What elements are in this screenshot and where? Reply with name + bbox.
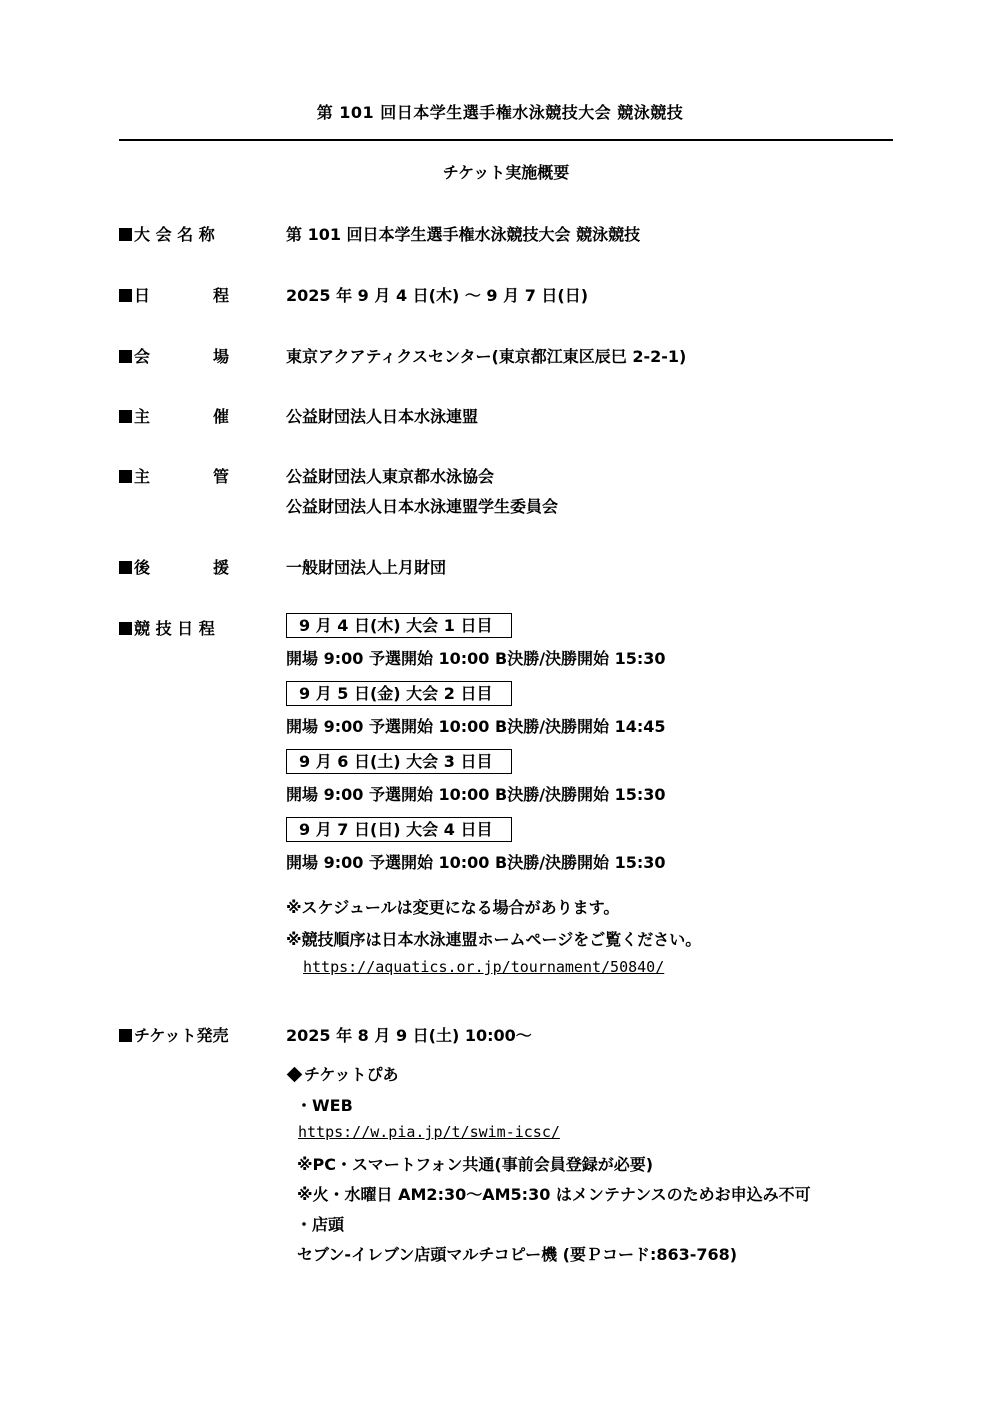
day-2-box: 9 月 5 日(金) 大会 2 日目 xyxy=(286,681,512,706)
ticket-release-date: 2025 年 8 月 9 日(土) 10:00～ xyxy=(286,1026,532,1045)
host-value: 公益財団法人日本水泳連盟 xyxy=(286,407,479,426)
event-name-label: 大 会 名 称 xyxy=(119,222,215,245)
day-3-times: 開場 9:00 予選開始 10:00 B決勝/決勝開始 15:30 xyxy=(286,785,666,804)
venue-value: 東京アクアティクスセンター(東京都江東区辰巳 2-2-1) xyxy=(286,347,687,366)
title-divider xyxy=(119,139,893,141)
schedule-label-end: 程 xyxy=(213,286,230,305)
ticket-pc-note: ※PC・スマートフォン共通(事前会員登録が必要) xyxy=(297,1155,654,1174)
square-bullet-icon xyxy=(119,561,132,574)
host-label-end: 催 xyxy=(213,407,230,426)
ticket-maintenance-note: ※火・水曜日 AM2:30～AM5:30 はメンテナンスのためお申込み不可 xyxy=(297,1185,811,1204)
square-bullet-icon xyxy=(119,410,132,423)
organizer-label: 主 xyxy=(119,464,150,487)
ticket-vendor: チケットぴあ xyxy=(286,1062,399,1085)
support-value: 一般財団法人上月財団 xyxy=(286,558,447,577)
day-4-times: 開場 9:00 予選開始 10:00 B決勝/決勝開始 15:30 xyxy=(286,853,666,872)
order-note: ※競技順序は日本水泳連盟ホームページをご覧ください。 xyxy=(286,930,702,949)
day-1-box: 9 月 4 日(木) 大会 1 日目 xyxy=(286,613,512,638)
ticket-store-value: セブン-イレブン店頭マルチコピー機 (要Ｐコード:863-768) xyxy=(297,1245,738,1264)
schedule-value: 2025 年 9 月 4 日(木) ～ 9 月 7 日(日) xyxy=(286,286,589,305)
document-title: 第 101 回日本学生選手権水泳競技大会 競泳競技 xyxy=(316,103,684,122)
square-bullet-icon xyxy=(119,228,132,241)
square-bullet-icon xyxy=(119,622,132,635)
support-label-end: 援 xyxy=(213,558,230,577)
aquatics-link[interactable]: https://aquatics.or.jp/tournament/50840/ xyxy=(303,958,665,976)
day-3-box: 9 月 6 日(土) 大会 3 日目 xyxy=(286,749,512,774)
pia-link[interactable]: https://w.pia.jp/t/swim-icsc/ xyxy=(298,1123,560,1141)
ticket-store-label: ・店頭 xyxy=(296,1215,345,1234)
host-label: 主 xyxy=(119,404,150,427)
venue-label: 会 xyxy=(119,344,150,367)
day-1-times: 開場 9:00 予選開始 10:00 B決勝/決勝開始 15:30 xyxy=(286,649,666,668)
day-4-box: 9 月 7 日(日) 大会 4 日目 xyxy=(286,817,512,842)
square-bullet-icon xyxy=(119,289,132,302)
ticket-web-label: ・WEB xyxy=(296,1096,353,1115)
schedule-label: 日 xyxy=(119,283,150,306)
venue-label-end: 場 xyxy=(213,347,230,366)
square-bullet-icon xyxy=(119,350,132,363)
organizer-value-1: 公益財団法人東京都水泳協会 xyxy=(286,467,495,486)
organizer-label-end: 管 xyxy=(213,467,230,486)
diamond-bullet-icon xyxy=(287,1067,303,1083)
day-2-times: 開場 9:00 予選開始 10:00 B決勝/決勝開始 14:45 xyxy=(286,717,666,736)
event-name-value: 第 101 回日本学生選手権水泳競技大会 競泳競技 xyxy=(286,225,641,244)
document-subtitle: チケット実施概要 xyxy=(442,163,570,182)
square-bullet-icon xyxy=(119,1029,132,1042)
organizer-value-2: 公益財団法人日本水泳連盟学生委員会 xyxy=(286,497,559,516)
competition-label: 競 技 日 程 xyxy=(119,616,215,639)
ticket-label: チケット発売 xyxy=(119,1023,229,1046)
support-label: 後 xyxy=(119,555,150,578)
schedule-change-note: ※スケジュールは変更になる場合があります。 xyxy=(286,898,620,917)
square-bullet-icon xyxy=(119,470,132,483)
